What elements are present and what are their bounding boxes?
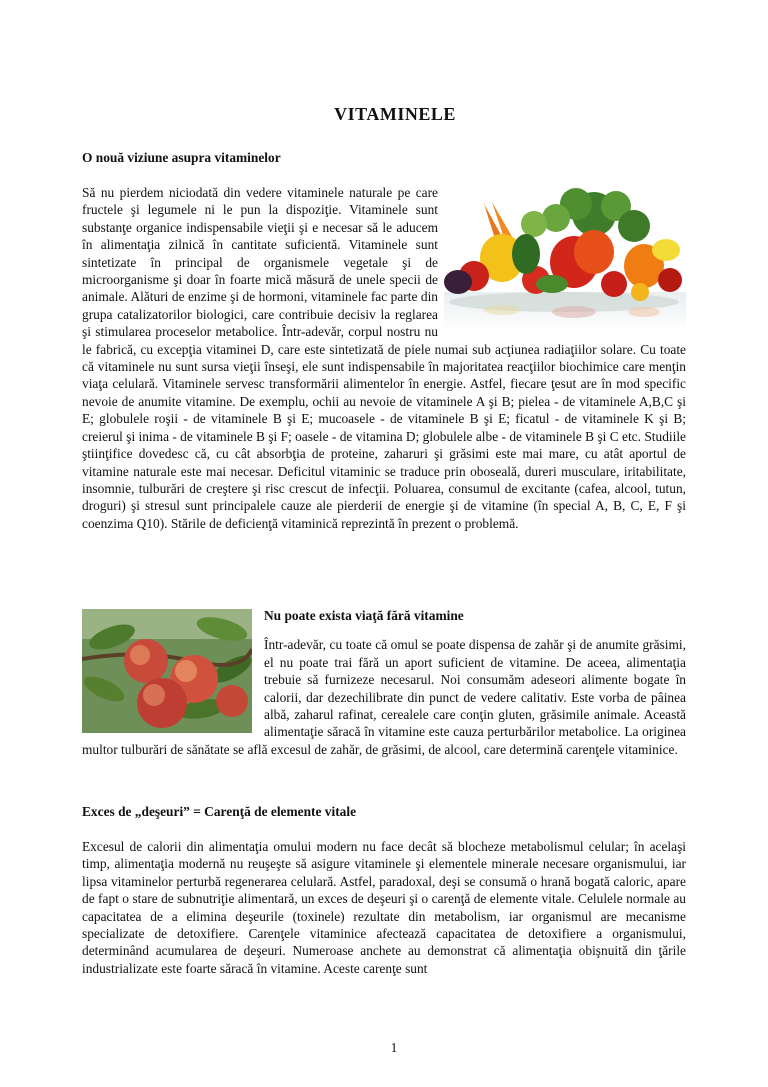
document-title: VITAMINELE: [334, 104, 456, 124]
section2-heading: Nu poate exista viaţă fără vitamine: [264, 608, 464, 623]
section1-paragraph: [82, 184, 686, 532]
section2-text: Într-adevăr, cu toate că omul se poate dispensa de zahăr şi de anumite grăsimi, el nu poate trai fără un aport suficient de vitamine. De aceea, alimentaţia trebuie să furnizeze necesarul. Noi consumăm adeseori alimente bogate în calorii, dar dezechilibrate din punct de vedere calitativ. Este vorba de pâinea albă, zaharul rafinat, cerealele care conţin gluten, grăsimile animale. Această alimentaţie săracă în vitamine este cauza perturbărilor metabolice. La originea multor tulburări de sănătate se află excesul de zahăr, de grăsimi, de alcool, care determină carenţele vitaminice.: [82, 637, 686, 757]
vegetables-image: [444, 184, 686, 332]
section3-text: Excesul de calorii din alimentaţia omului modern nu face decât să blocheze metabolismul celular; în acelaşi timp, alimentaţia modernă nu reuşeşte să asigure vitaminele şi elementele minerale necesare organismului, iar lipsa vitaminelor perturbă regenerarea celulară. Astfel, paradoxal, deşi se consumă o hrană bogată caloric, apare de fapt o stare de subnutriţie alimentară, un exces de deşeuri şi o carenţă de elemente vitale. Celulele normale au capacitatea de a elimina deşeurile (toxinele) rezultate din metabolism, iar organismul are mecanisme specializate de detoxifiere. Carenţele vitaminice afectează capacitatea de detoxifiere a organismului, determinând acumularea de deşeuri. Numeroase anchete au demonstrat că alimentaţia obişnuită din ţările industrializate este foarte săracă în vitamine. Aceste carenţe sunt: [82, 839, 686, 976]
section1-heading: O nouă viziune asupra vitaminelor: [82, 150, 281, 165]
apples-illustration: [82, 609, 252, 733]
section3-paragraph: [82, 838, 686, 977]
vegetables-illustration: [444, 184, 686, 332]
page-number: 1: [390, 1040, 398, 1055]
section2-paragraph: [82, 607, 686, 758]
section3-heading: Exces de „deşeuri” = Carenţă de elemente vitale: [82, 804, 357, 819]
section1-text: Să nu pierdem niciodată din vedere vitaminele naturale pe care fructele şi legumele ni le pun la dispoziţie. Vitaminele sunt substanţe organice indispensabile vieţii şi e necesar să le aducem în alimentaţia zilnică în cantitate suficientă. Vitaminele sunt sintetizate în principal de organismele vegetale şi de microorganisme şi doar în foarte mică măsură de unele specii de animale. Alături de enzime şi de hormoni, vitaminele fac parte din grupa catalizatorilor biologici, care contribuie decisiv la reglarea şi stimularea proceselor metabolice. Într-adevăr, corpul nostru nu le fabrică, cu excepţia vitaminei D, care este sintetizată de piele numai sub acţiunea radiaţiilor solare. Cu toate că vitaminele nu sunt sursa vieţii înseşi, ele sunt indispensabile în majoritatea reacţiilor biochimice care menţin viaţa celulară. Vitaminele servesc transformării alimentelor în energie. Astfel, fiecare ţesut are în mod specific nevoie de anumite vitamine. De exemplu, ochii au nevoie de vitaminele A şi B; pielea - de vitaminele A,B,C şi E; globulele roşii - de vitaminele B şi E; mucoasele - de vitaminele B şi E; ficatul - de vitaminele K şi B; creierul şi inima - de vitaminele B şi F; oasele - de vitamina D; globulele albe - de vitaminele B şi C etc. Studiile ştiinţifice dovedesc că, cu cât absorbţia de proteine, zaharuri şi grăsimi este mai mare, cu atât aportul de vitamine naturale este mai necesar. Deficitul vitaminic se traduce prin oboseală, dureri musculare, iritabilitate, insomnie, tulburări de creştere şi risc crescut de infecţii. Poluarea, consumul de excitante (cafea, alcool, tutun, droguri) şi stresul sunt principalele cauze ale pierderii de energie şi de vitamine (în special A, B, C, E, F şi coenzima Q10). Stările de deficienţă vitaminică reprezintă în prezent o problemă.: [82, 185, 686, 531]
apples-image: [82, 609, 252, 733]
